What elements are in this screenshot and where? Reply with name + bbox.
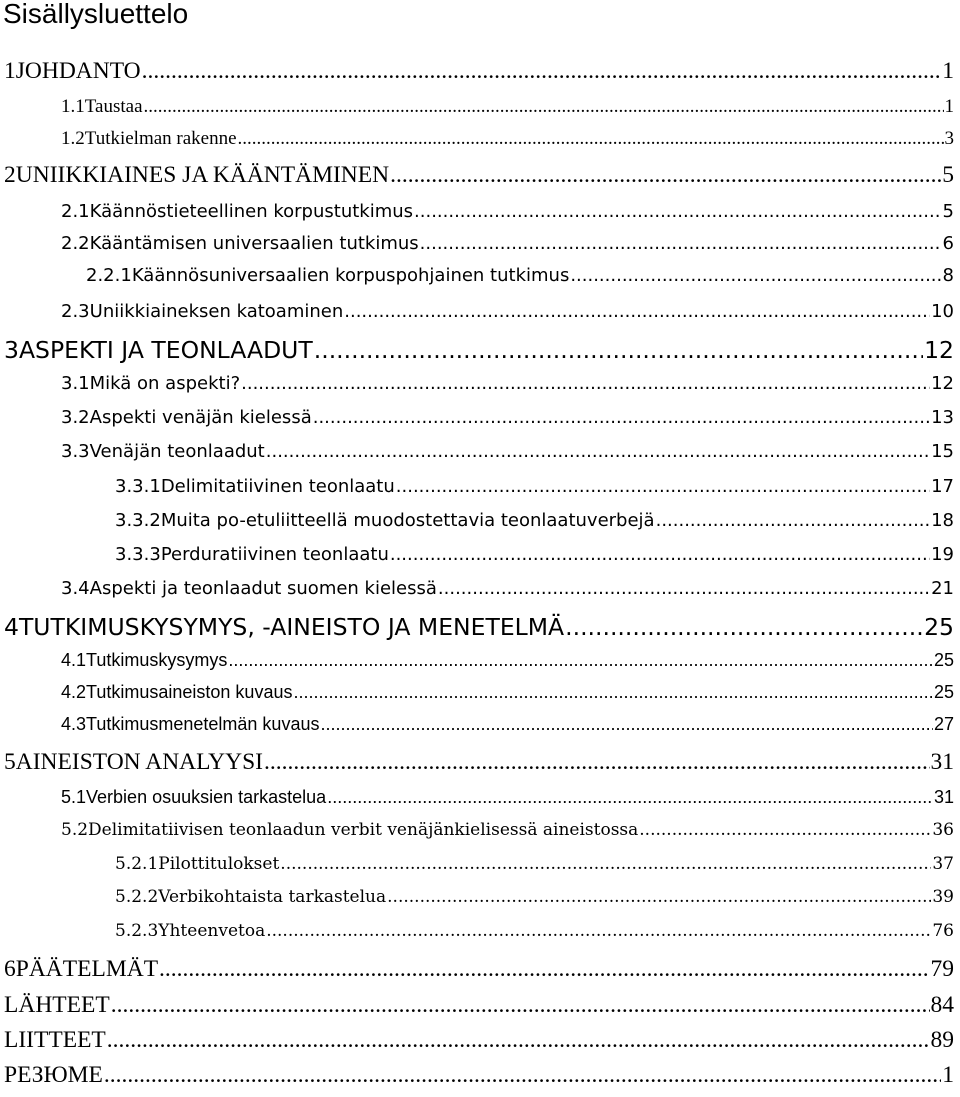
toc-entry-page: 5 xyxy=(942,162,954,188)
toc-entry-title: РЕЗЮМЕ xyxy=(4,1062,103,1088)
toc-entry-3-3-3[interactable] xyxy=(115,544,954,574)
toc-entry-2-2-1[interactable] xyxy=(86,265,954,295)
toc-entry-number: 3.4 xyxy=(61,578,90,599)
toc-entry-page: 31 xyxy=(933,787,954,807)
toc-entry-5-2-3[interactable] xyxy=(115,921,954,951)
toc-entry-page: 39 xyxy=(932,887,954,907)
toc-entry-title: Aspekti ja teonlaadut suomen kielessä xyxy=(89,578,437,599)
toc-entry-5-1[interactable] xyxy=(61,787,954,817)
toc-entry-leader xyxy=(414,201,942,222)
toc-entry-number: 5.2 xyxy=(61,820,89,840)
toc-entry-3-3[interactable] xyxy=(61,441,954,471)
toc-entry-2-3[interactable] xyxy=(61,301,954,331)
toc-entry-6[interactable] xyxy=(4,956,954,986)
toc-entry-2-2[interactable] xyxy=(61,233,954,263)
toc-entry-title: Käännösuniversaalien korpuspohjainen tutkimus xyxy=(131,265,570,286)
toc-entry-leader xyxy=(264,749,930,776)
toc-entry-title: Kääntämisen universaalien tutkimus xyxy=(89,233,419,254)
toc-entry-page: 18 xyxy=(931,510,954,531)
toc-entry-title: Aspekti venäjän kielessä xyxy=(89,407,312,428)
toc-entry-leader xyxy=(107,1027,930,1054)
toc-entry-leader xyxy=(420,233,942,254)
toc-entry-number: 3.2 xyxy=(61,407,90,428)
toc-entry-references[interactable] xyxy=(4,992,954,1022)
toc-entry-page: 27 xyxy=(933,714,954,734)
toc-entry-page: 19 xyxy=(931,544,954,565)
toc-entry-page: 1 xyxy=(942,1062,954,1088)
toc-entry-number: 2.1 xyxy=(61,201,90,222)
toc-entry-4-3[interactable] xyxy=(61,714,954,744)
toc-entry-page: 76 xyxy=(932,921,954,941)
toc-entry-leader xyxy=(565,613,923,641)
toc-entry-number: 3 xyxy=(4,336,19,364)
toc-entry-number: 1.2 xyxy=(61,128,85,149)
toc-entry-5-2-2[interactable] xyxy=(115,887,954,917)
toc-entry-leader xyxy=(656,510,931,531)
toc-entry-number: 4.2 xyxy=(61,682,87,702)
toc-entry-4[interactable] xyxy=(4,613,954,643)
toc-entry-page: 1 xyxy=(944,96,954,117)
toc-entry-number: 5.2.3 xyxy=(115,921,159,941)
toc-entry-title: TUTKIMUSKYSYMYS, -AINEISTO JA MENETELMÄ xyxy=(18,613,565,641)
toc-entry-number: 3.3.1 xyxy=(115,476,161,497)
toc-entry-1[interactable] xyxy=(4,58,954,88)
toc-entry-3-1[interactable] xyxy=(61,373,954,403)
toc-entry-title: PÄÄTELMÄT xyxy=(15,956,159,982)
toc-entry-number: 3.3.3 xyxy=(115,544,161,565)
toc-entry-3-2[interactable] xyxy=(61,407,954,437)
toc-entry-page: 8 xyxy=(942,265,954,286)
toc-entry-5-2-1[interactable] xyxy=(115,854,954,884)
toc-entry-title: LIITTEET xyxy=(4,1027,106,1053)
toc-entry-number: 5 xyxy=(4,749,16,775)
toc-entry-page: 37 xyxy=(932,854,954,874)
toc-entry-page: 13 xyxy=(931,407,954,428)
toc-entry-page: 36 xyxy=(932,820,954,840)
toc-entry-leader xyxy=(111,992,930,1019)
toc-entry-page: 89 xyxy=(930,1027,954,1053)
toc-entry-page: 1 xyxy=(942,58,954,84)
toc-entry-leader xyxy=(280,854,931,874)
toc-entry-title: Tutkimusaineiston kuvaus xyxy=(86,682,293,702)
toc-entry-summary[interactable] xyxy=(4,1062,954,1092)
toc-entry-title: Uniikkiaineksen katoaminen xyxy=(89,301,344,322)
toc-entry-number: 2 xyxy=(4,162,16,188)
toc-entry-number: 5.1 xyxy=(61,787,87,807)
toc-entry-title: Tutkimuskysymys xyxy=(86,650,228,670)
toc-entry-number: 6 xyxy=(4,956,16,982)
toc-entry-title: Taustaa xyxy=(84,96,143,117)
toc-entry-leader xyxy=(142,58,942,85)
toc-entry-page: 12 xyxy=(931,373,954,394)
toc-entry-5[interactable] xyxy=(4,749,954,779)
toc-entry-leader xyxy=(314,336,923,364)
toc-entry-page: 10 xyxy=(931,301,954,322)
toc-entry-page: 6 xyxy=(942,233,954,254)
toc-entry-page: 5 xyxy=(942,201,954,222)
toc-entry-leader xyxy=(238,128,944,150)
toc-entry-page: 31 xyxy=(930,749,954,775)
toc-entry-page: 21 xyxy=(931,578,954,599)
toc-entry-leader xyxy=(327,787,933,808)
toc-entry-leader xyxy=(390,544,930,565)
toc-entry-title: ASPEKTI JA TEONLAADUT xyxy=(18,336,313,364)
toc-entry-leader xyxy=(228,650,933,671)
toc-entry-3-3-2[interactable] xyxy=(115,510,954,540)
toc-entry-leader xyxy=(293,682,933,703)
toc-entry-title: Verbikohtaista tarkastelua xyxy=(158,887,387,907)
toc-entry-number: 2.2 xyxy=(61,233,90,254)
toc-entry-number: 1.1 xyxy=(61,96,85,117)
toc-entry-1-1[interactable] xyxy=(61,96,954,126)
toc-entry-title: Yhteenvetoa xyxy=(158,921,266,941)
toc-entry-page: 25 xyxy=(933,682,954,702)
toc-entry-number: 3.1 xyxy=(61,373,90,394)
toc-entry-page: 3 xyxy=(944,128,954,149)
toc-entry-title: Tutkielman rakenne xyxy=(84,128,237,149)
toc-entry-title: Pilottitulokset xyxy=(158,854,280,874)
toc-entry-title: Perduratiivinen teonlaatu xyxy=(160,544,389,565)
toc-entry-leader xyxy=(159,956,929,983)
toc-entry-title: Mikä on aspekti? xyxy=(89,373,241,394)
toc-entry-number: 3.3.2 xyxy=(115,510,161,531)
toc-entry-page: 12 xyxy=(924,336,954,364)
toc-entry-number: 2.2.1 xyxy=(86,265,132,286)
toc-entry-title: UNIIKKIAINES JA KÄÄNTÄMINEN xyxy=(15,162,390,188)
toc-entry-leader xyxy=(344,301,930,322)
toc-entry-number: 5.2.2 xyxy=(115,887,159,907)
toc-entry-number: 5.2.1 xyxy=(115,854,159,874)
toc-entry-title: JOHDANTO xyxy=(15,58,141,84)
toc-entry-number: 4.1 xyxy=(61,650,87,670)
toc-entry-3-4[interactable] xyxy=(61,578,954,608)
toc-entry-leader xyxy=(313,407,930,428)
toc-entry-4-2[interactable] xyxy=(61,682,954,712)
toc-entry-title: Tutkimusmenetelmän kuvaus xyxy=(86,714,320,734)
toc-entry-page: 25 xyxy=(924,613,954,641)
page-title: Sisällysluettelo xyxy=(3,0,189,29)
toc-entry-title: Delimitatiivinen teonlaatu xyxy=(160,476,395,497)
toc-entry-appendices[interactable] xyxy=(4,1027,954,1057)
toc-entry-5-2[interactable] xyxy=(61,820,954,850)
toc-entry-leader xyxy=(396,476,930,497)
toc-entry-page: 79 xyxy=(930,956,954,982)
toc-entry-leader xyxy=(390,162,941,189)
toc-entry-2-1[interactable] xyxy=(61,201,954,231)
toc-entry-leader xyxy=(438,578,930,599)
toc-entry-leader xyxy=(266,921,931,941)
toc-entry-leader xyxy=(570,265,941,286)
toc-entry-3[interactable] xyxy=(4,336,954,366)
toc-entry-leader xyxy=(320,714,933,735)
toc-entry-number: 1 xyxy=(4,58,16,84)
toc-entry-title: Delimitatiivisen teonlaadun verbit venäjänkielisessä aineistossa xyxy=(88,820,639,840)
toc-entry-number: 4.3 xyxy=(61,714,87,734)
toc-entry-title: AINEISTON ANALYYSI xyxy=(15,749,263,775)
toc-entry-page: 84 xyxy=(930,992,954,1018)
toc-entry-leader xyxy=(639,820,931,840)
toc-entry-leader xyxy=(144,96,944,118)
toc-entry-title: Verbien osuuksien tarkastelua xyxy=(86,787,327,807)
toc-entry-number: 2.3 xyxy=(61,301,90,322)
toc-entry-1-2[interactable] xyxy=(61,128,954,158)
toc-entry-4-1[interactable] xyxy=(61,650,954,680)
toc-entry-title: Käännöstieteellinen korpustutkimus xyxy=(89,201,414,222)
toc-entry-title: LÄHTEET xyxy=(4,992,110,1018)
toc-entry-page: 25 xyxy=(933,650,954,670)
toc-entry-number: 4 xyxy=(4,613,19,641)
toc-entry-leader xyxy=(266,441,930,462)
toc-entry-2[interactable] xyxy=(4,162,954,192)
toc-entry-3-3-1[interactable] xyxy=(115,476,954,506)
toc-entry-title: Muita po-etuliitteellä muodostettavia teonlaatuverbejä xyxy=(160,510,655,531)
toc-entry-leader xyxy=(104,1062,941,1089)
toc-entry-page: 17 xyxy=(931,476,954,497)
toc-entry-leader xyxy=(387,887,931,907)
toc-entry-page: 15 xyxy=(931,441,954,462)
toc-entry-leader xyxy=(241,373,930,394)
toc-entry-title: Venäjän teonlaadut xyxy=(89,441,265,462)
toc-entry-number: 3.3 xyxy=(61,441,90,462)
